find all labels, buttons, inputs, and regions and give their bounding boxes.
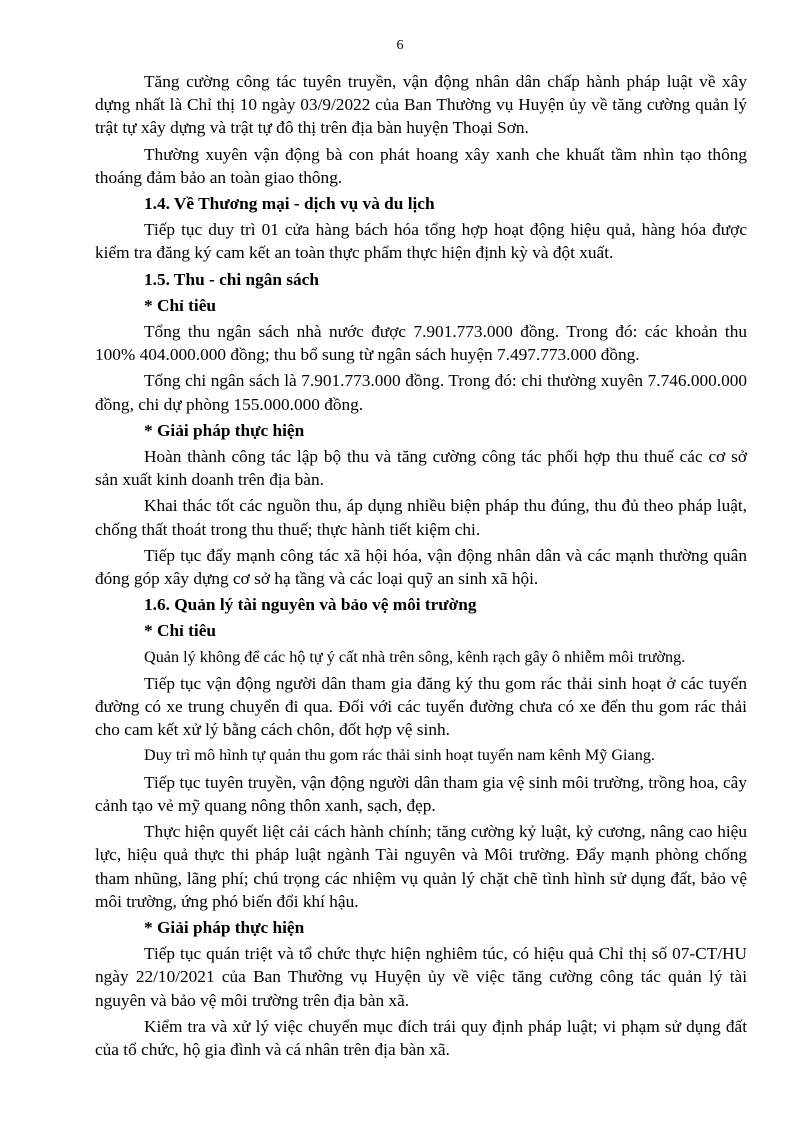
paragraph: Tiếp tục vận động người dân tham gia đăng ký thu gom rác thải sinh hoạt ở các tuyến đường có xe trung chuyển đi qua. Đối với các tuyến đường chưa có xe đến thu gom rác thải cho cam kết xử lý bằng cách chôn, đốt hợp vệ sinh. [95,673,747,740]
paragraph: Tổng chi ngân sách là 7.901.773.000 đồng. Trong đó: chi thường xuyên 7.746.000.000 đồng, chi dự phòng 155.000.000 đồng. [95,371,747,414]
subheading-solutions: * Giải pháp thực hiện [144,917,305,937]
section-heading-1-4: 1.4. Về Thương mại - dịch vụ và du lịch [144,194,435,214]
paragraph: Tiếp tục đẩy mạnh công tác xã hội hóa, vận động nhân dân và các mạnh thường quân đóng góp xây dựng cơ sở hạ tầng và các loại quỹ an sinh xã hội. [95,545,747,589]
section-heading-1-6: 1.6. Quản lý tài nguyên và bảo vệ môi trường [144,595,477,615]
section-heading-1-5: 1.5. Thu - chi ngân sách [144,269,319,289]
paragraph: Tiếp tục quán triệt và tổ chức thực hiện nghiêm túc, có hiệu quả Chỉ thị số 07-CT/HU ngày 22/10/2021 của Ban Thường vụ Huyện ủy về việc tăng cường công tác quản lý tài nguyên và bảo vệ môi trường trên địa bàn xã. [95,944,747,1010]
paragraph: Tăng cường công tác tuyên truyền, vận động nhân dân chấp hành pháp luật về xây dựng nhất là Chỉ thị 10 ngày 03/9/2022 của Ban Thường vụ Huyện ủy về tăng cường quản lý trật tự xây dựng và trật tự đô thị trên địa bàn huyện Thoại Sơn. [95,72,747,138]
paragraph: Kiểm tra và xử lý việc chuyển mục đích trái quy định pháp luật; vi phạm sử dụng đất của tổ chức, hộ gia đình và cá nhân trên địa bàn xã. [95,1016,747,1059]
paragraph: Duy trì mô hình tự quản thu gom rác thải sinh hoạt tuyến nam kênh Mỹ Giang. [144,746,655,765]
paragraph: Tổng thu ngân sách nhà nước được 7.901.773.000 đồng. Trong đó: các khoản thu 100% 404.000.000 đồng; thu bổ sung từ ngân sách huyện 7.497.773.000 đồng. [95,322,747,365]
subheading-targets: * Chỉ tiêu [144,295,217,315]
paragraph: Khai thác tốt các nguồn thu, áp dụng nhiều biện pháp thu đúng, thu đủ theo pháp luật, chống thất thoát trong thu thuế; thực hành tiết kiệm chi. [95,496,747,539]
paragraph: Thực hiện quyết liệt cải cách hành chính; tăng cường kỷ luật, kỷ cương, nâng cao hiệu lực, hiệu quả thực thi pháp luật ngành Tài nguyên và Môi trường. Đẩy mạnh phòng chống tham nhũng, lãng phí; chú trọng các nhiệm vụ quản lý chặt chẽ tình hình sử dụng đất, bảo vệ môi trường, ứng phó biến đổi khí hậu. [95,822,747,911]
paragraph: Thường xuyên vận động bà con phát hoang xây xanh che khuất tầm nhìn tạo thông thoáng đảm bảo an toàn giao thông. [95,144,747,187]
subheading-targets: * Chỉ tiêu [144,621,217,641]
paragraph: Quản lý không để các hộ tự ý cất nhà trên sông, kênh rạch gây ô nhiễm môi trường. [144,647,686,666]
subheading-solutions: * Giải pháp thực hiện [144,420,305,440]
paragraph: Tiếp tục duy trì 01 cửa hàng bách hóa tổng hợp hoạt động hiệu quả, hàng hóa được kiểm tra đăng ký cam kết an toàn thực phẩm thực hiện định kỳ và đột xuất. [95,220,747,263]
paragraph: Hoàn thành công tác lập bộ thu và tăng cường công tác phối hợp thu thuế các cơ sở sản xuất kinh doanh trên địa bàn. [95,447,747,490]
document-body [95,70,747,1064]
paragraph: Tiếp tục tuyên truyền, vận động người dân tham gia vệ sinh môi trường, trồng hoa, cây cảnh tạo vẻ mỹ quang nông thôn xanh, sạch, đẹp. [95,772,747,815]
page-number: 6 [396,38,404,53]
